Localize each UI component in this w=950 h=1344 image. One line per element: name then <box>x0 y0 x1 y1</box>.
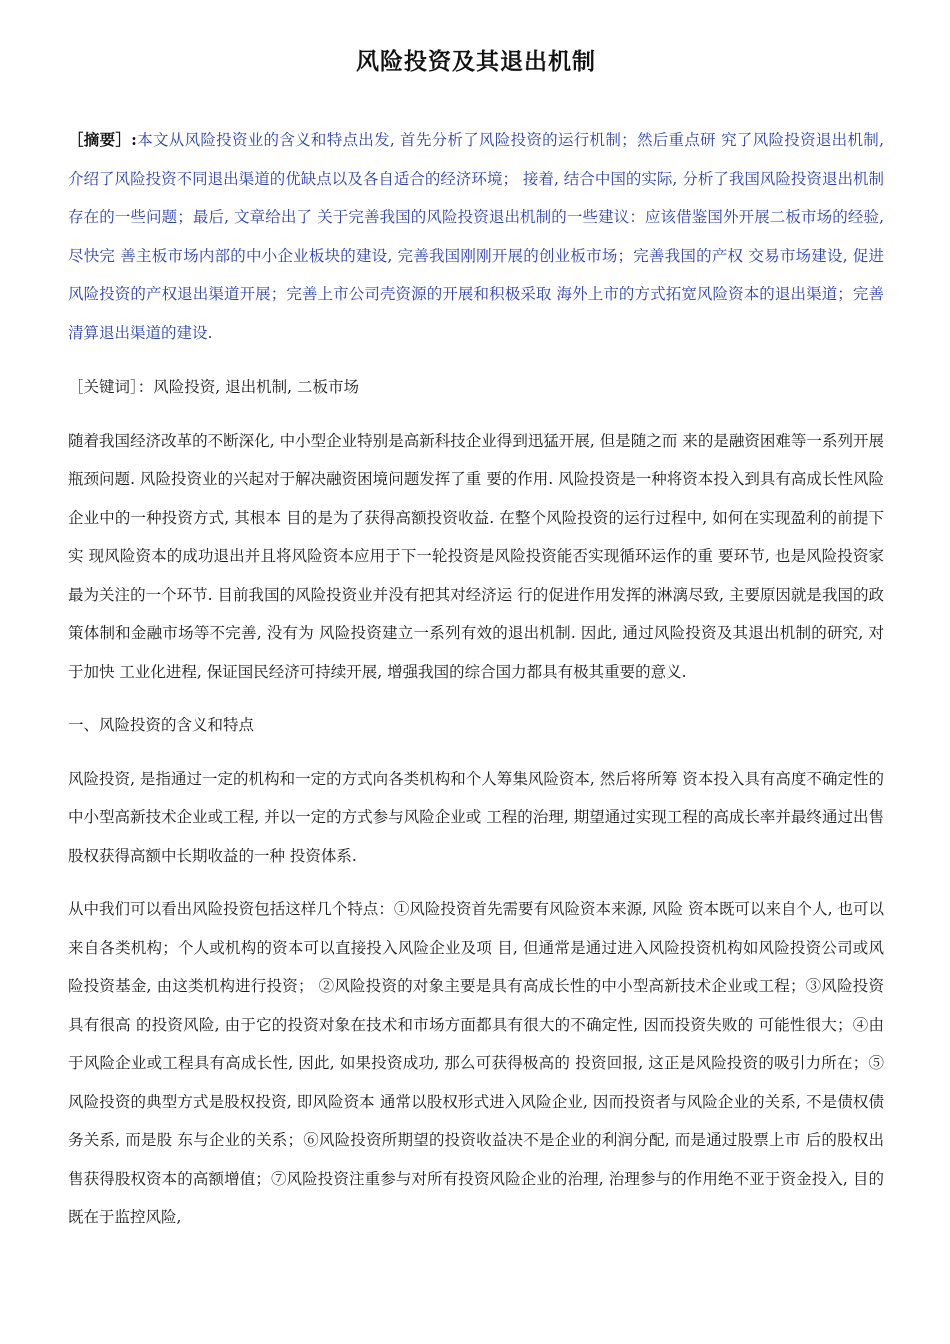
abstract-text: 本文从风险投资业的含义和特点出发, 首先分析了风险投资的运行机制；然后重点研 究了风险投资退出机制, 介绍了风险投资不同退出渠道的优缺点以及各自适合的经济环境； 接着, 结合中国的实际, 分析了我国风险投资退出机制存在的一些问题；最后, 文章给出了 关于完善我国的风险投资退出机制的一些建议：应该借鉴国外开展二板市场的经验, 尽快完 善主板市场内部的中小企业板块的建设, 完善我国刚刚开展的创业板市场；完善我国的产权 交易市场建设, 促进风险投资的产权退出渠道开展；完善上市公司壳资源的开展和积极采取 海外上市的方式拓宽风险资本的退出渠道；完善清算退出渠道的建设. <box>68 131 884 342</box>
keywords-line: ［关键词］：风险投资, 退出机制, 二板市场 <box>68 378 359 396</box>
definition-paragraph: 风险投资, 是指通过一定的机构和一定的方式向各类机构和个人筹集风险资本, 然后将所筹 资本投入具有高度不确定性的中小型高新技术企业或工程, 并以一定的方式参与风险企业或 工程的治理, 期望通过实现工程的高成长率并最终通过出售股权获得高额中长期收益的一种 投资体系. <box>68 769 884 865</box>
features-paragraph: 从中我们可以看出风险投资包括这样几个特点：①风险投资首先需要有风险资本来源, 风险 资本既可以来自个人, 也可以来自各类机构；个人或机构的资本可以直接投入风险企业及项 目, 但通常是通过进入风险投资机构如风险投资公司或风险投资基金, 由这类机构进行投资； ②风险投资的对象主要是具有高成长性的中小型高新技术企业或工程；③风险投资具有很高 的投资风险, 由于它的投资对象在技术和市场方面都具有很大的不确定性, 因而投资失败的 可能性很大；④由于风险企业或工程具有高成长性, 因此, 如果投资成功, 那么可获得极高的 投资回报, 这正是风险投资的吸引力所在；⑤风险投资的典型方式是股权投资, 即风险资本 通常以股权形式进入风险企业, 因而投资者与风险企业的关系, 不是债权债务关系, 而是股 东与企业的关系；⑥风险投资所期望的投资收益决不是企业的利润分配, 而是通过股票上市 后的股权出售获得股权资本的高额增值；⑦风险投资注重参与对所有投资风险企业的治理, 治理参与的作用绝不亚于资金投入, 目的既在于监控风险, <box>68 900 884 1226</box>
intro-paragraph: 随着我国经济改革的不断深化, 中小型企业特别是高新科技企业得到迅猛开展, 但是随之而 来的是融资困难等一系列开展瓶颈问题. 风险投资业的兴起对于解决融资困境问题发挥了重 要的作用. 风险投资是一种将资本投入到具有高成长性风险企业中的一种投资方式, 其根本 目的是为了获得高额投资收益. 在整个风险投资的运行过程中, 如何在实现盈利的前提下实 现风险资本的成功退出并且将风险资本应用于下一轮投资是风险投资能否实现循环运作的重 要环节, 也是风险投资家最为关注的一个环节. 目前我国的风险投资业并没有把其对经济运 行的促进作用发挥的淋漓尽致, 主要原因就是我国的政策体制和金融市场等不完善, 没有为 风险投资建立一系列有效的退出机制. 因此, 通过风险投资及其退出机制的研究, 对于加快 工业化进程, 保证国民经济可持续开展, 增强我国的综合国力都具有极其重要的意义. <box>68 431 884 681</box>
abstract-paragraph <box>68 121 884 352</box>
abstract-label: ［摘要］: <box>68 130 137 149</box>
document-title: 风险投资及其退出机制 <box>356 49 596 75</box>
document-page <box>68 0 884 1237</box>
section-heading: 一、风险投资的含义和特点 <box>68 716 255 734</box>
